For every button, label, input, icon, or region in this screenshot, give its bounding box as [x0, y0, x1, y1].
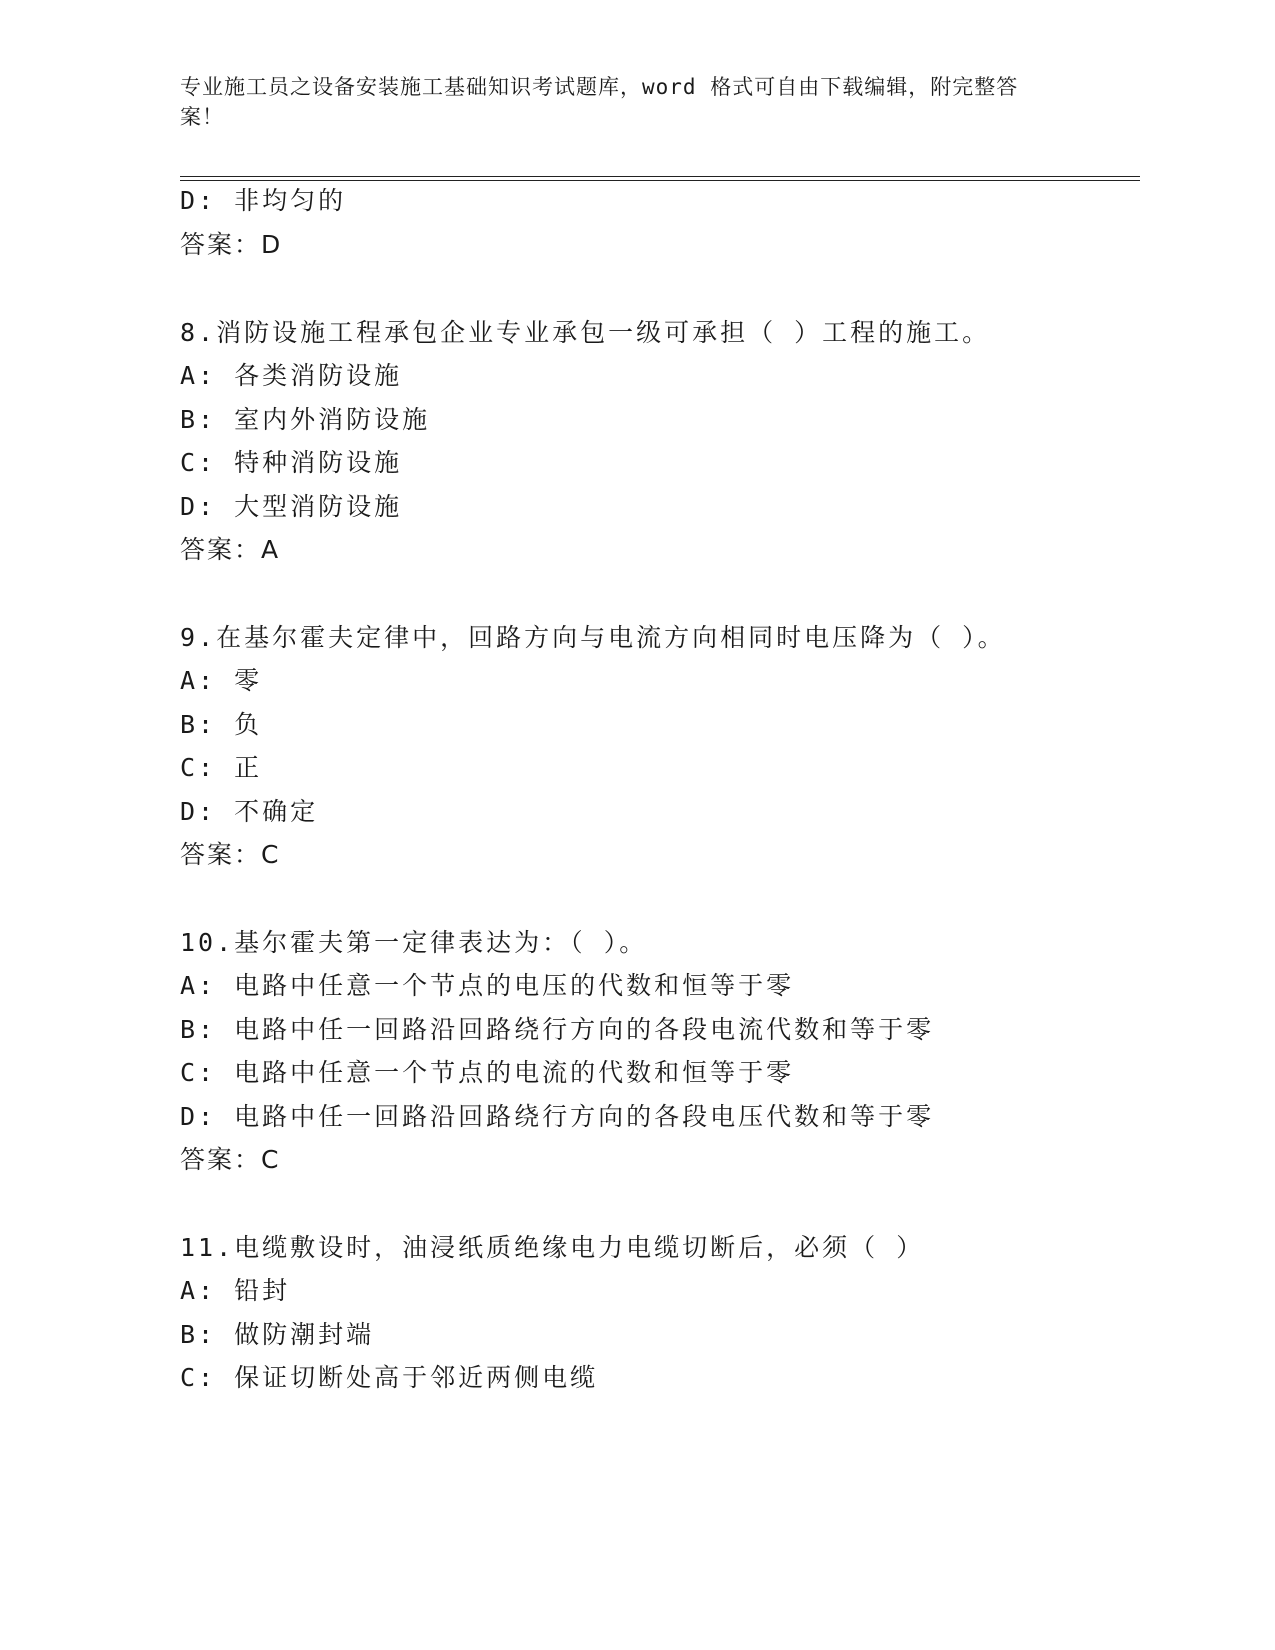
option-b: B: 室内外消防设施 — [180, 405, 431, 434]
document-header: 专业施工员之设备安装施工基础知识考试题库，word 格式可自由下载编辑，附完整答案！ — [180, 75, 1019, 129]
option-d: D: 电路中任一回路沿回路绕行方向的各段电压代数和等于零 — [180, 1102, 935, 1131]
option-d: D: 不确定 — [180, 797, 319, 826]
option-c: C: 正 — [180, 753, 263, 782]
option-d: D: 大型消防设施 — [180, 492, 403, 521]
option-b: B: 做防潮封端 — [180, 1320, 375, 1349]
header-divider — [180, 176, 1140, 181]
option-d: D: 非均匀的 — [180, 186, 347, 215]
answer-line: 答案：C — [180, 840, 281, 869]
option-c: C: 保证切断处高于邻近两侧电缆 — [180, 1363, 599, 1392]
option-b: B: 电路中任一回路沿回路绕行方向的各段电流代数和等于零 — [180, 1015, 935, 1044]
option-b: B: 负 — [180, 710, 263, 739]
option-a: A: 铅封 — [180, 1276, 291, 1305]
answer-line: 答案：C — [180, 1145, 281, 1174]
answer-line: 答案：A — [180, 535, 281, 564]
option-c: C: 特种消防设施 — [180, 448, 403, 477]
question-stem: 8.消防设施工程承包企业专业承包一级可承担（ ）工程的施工。 — [180, 318, 991, 347]
option-c: C: 电路中任意一个节点的电流的代数和恒等于零 — [180, 1058, 795, 1087]
option-a: A: 零 — [180, 666, 263, 695]
answer-line: 答案：D — [180, 230, 283, 259]
question-stem: 10.基尔霍夫第一定律表达为：（ ）。 — [180, 928, 648, 957]
option-a: A: 各类消防设施 — [180, 361, 403, 390]
option-a: A: 电路中任意一个节点的电压的代数和恒等于零 — [180, 971, 795, 1000]
question-stem: 9.在基尔霍夫定律中，回路方向与电流方向相同时电压降为（ ）。 — [180, 623, 1006, 652]
question-stem: 11.电缆敷设时，油浸纸质绝缘电力电缆切断后，必须（ ） — [180, 1233, 925, 1262]
